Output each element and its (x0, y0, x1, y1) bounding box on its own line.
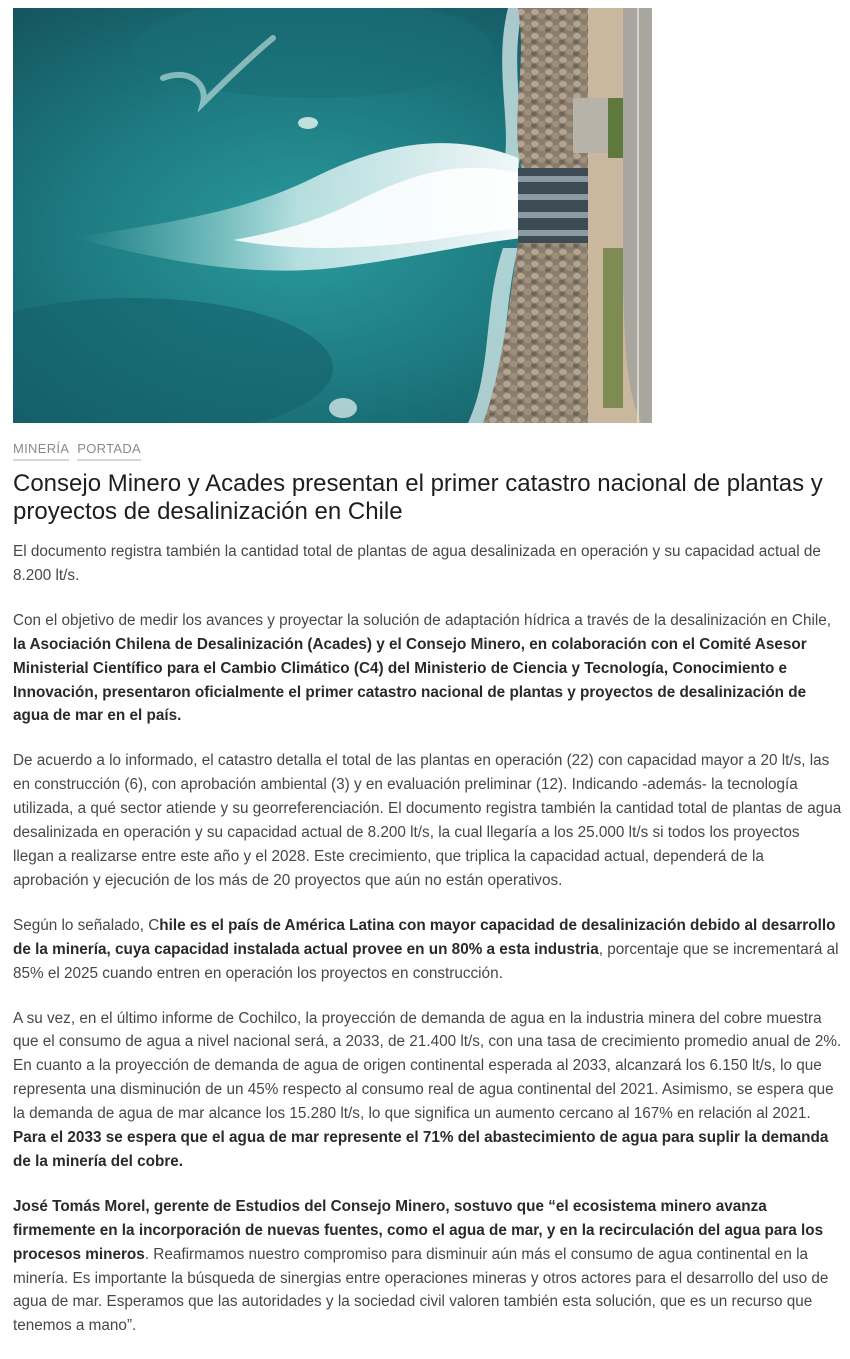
paragraph-text: . Reafirmamos nuestro compromiso para disminuir aún más el consumo de agua continental en la minería. Es importante la búsqueda de sinergias entre operaciones mineras y otros actores para el desarrollo del uso de agua de mar. Esperamos que las autoridades y la sociedad civil valoren también esta solución, que es un recurso que tenemos a mano”. (13, 1245, 829, 1335)
hero-image (13, 8, 652, 423)
article-paragraph-3 (13, 914, 843, 986)
article-paragraph-1 (13, 609, 843, 729)
article-paragraph-2: De acuerdo a lo informado, el catastro detalla el total de las plantas en operación (22) con capacidad mayor a 20 lt/s, las en construcción (6), con aprobación ambiental (3) y en evaluación preliminar (12). Indicando -además- la tecnología utilizada, a qué sector atiende y su georreferenciación. El documento registra también la cantidad total de plantas de agua desalinizada en operación y su capacidad actual de 8.200 lt/s, la cual llegaría a los 25.000 lt/s si todos los proyectos llegan a realizarse entre este año y el 2028. Este crecimiento, que triplica la capacidad actual, dependerá de la aprobación y ejecución de los más de 20 proyectos que aún no están operativos. (13, 752, 842, 889)
article-paragraph-4 (13, 1007, 843, 1174)
article-paragraph-5 (13, 1195, 843, 1338)
paragraph-text: A su vez, en el último informe de Cochilco, la proyección de demanda de agua en la industria minera del cobre muestra que el consumo de agua a nivel nacional será, a 2033, de 21.400 lt/s, con una tasa de crecimiento promedio anual de 2%. En cuanto a la proyección de demanda de agua de origen continental esperada al 2033, alcanzará los 6.150 lt/s, lo que representa una disminución de un 45% respecto al consumo real de agua continental del 2021. Asimismo, se espera que la demanda de agua de mar alcance los 15.280 lt/s, lo que significa un aumento cercano al 167% en relación al 2021. (13, 1009, 842, 1123)
paragraph-bold-text: José Tomás Morel, gerente de Estudios del Consejo Minero, sostuvo que “el ecosistema minero avanza firmemente en la incorporación de nuevas fuentes, como el agua de mar, y en la recirculación del agua para los procesos mineros (13, 1197, 824, 1263)
article-title: Consejo Minero y Acades presentan el primer catastro nacional de plantas y proyectos de desalinización en Chile (13, 470, 823, 525)
category-tags (13, 441, 141, 461)
paragraph-text: Según lo señalado, C (13, 916, 160, 934)
paragraph-bold-text: Para el 2033 se espera que el agua de mar represente el 71% del abastecimiento de agua para suplir la demanda de la minería del cobre. (13, 1129, 829, 1170)
article-lead: El documento registra también la cantidad total de plantas de agua desalinizada en operación y su capacidad actual de 8.200 lt/s. (13, 543, 821, 584)
paragraph-bold-text: hile es el país de América Latina con mayor capacidad de desalinización debido al desarrollo de la minería, cuya capacidad instalada actual provee en un 80% a esta industria (13, 916, 836, 958)
tag-mineria[interactable]: MINERÍA (13, 441, 69, 461)
tag-portada[interactable]: PORTADA (77, 441, 141, 461)
paragraph-text: Con el objetivo de medir los avances y proyectar la solución de adaptación hídrica a través de la desalinización en Chile, (13, 611, 832, 629)
paragraph-text: , porcentaje que se incrementará al 85% el 2025 cuando entren en operación los proyectos en construcción. (13, 940, 839, 982)
paragraph-bold-text: la Asociación Chilena de Desalinización (Acades) y el Consejo Minero, en colaboración con el Comité Asesor Ministerial Científico para el Cambio Climático (C4) del Ministerio de Ciencia y Tecnología, Conocimiento e Innovación, presentaron oficialmente el primer catastro nacional de plantas y proyectos de desalinización de agua de mar en el país. (13, 635, 807, 725)
desalination-outfall-illustration (13, 8, 652, 423)
article-body (13, 540, 843, 1359)
